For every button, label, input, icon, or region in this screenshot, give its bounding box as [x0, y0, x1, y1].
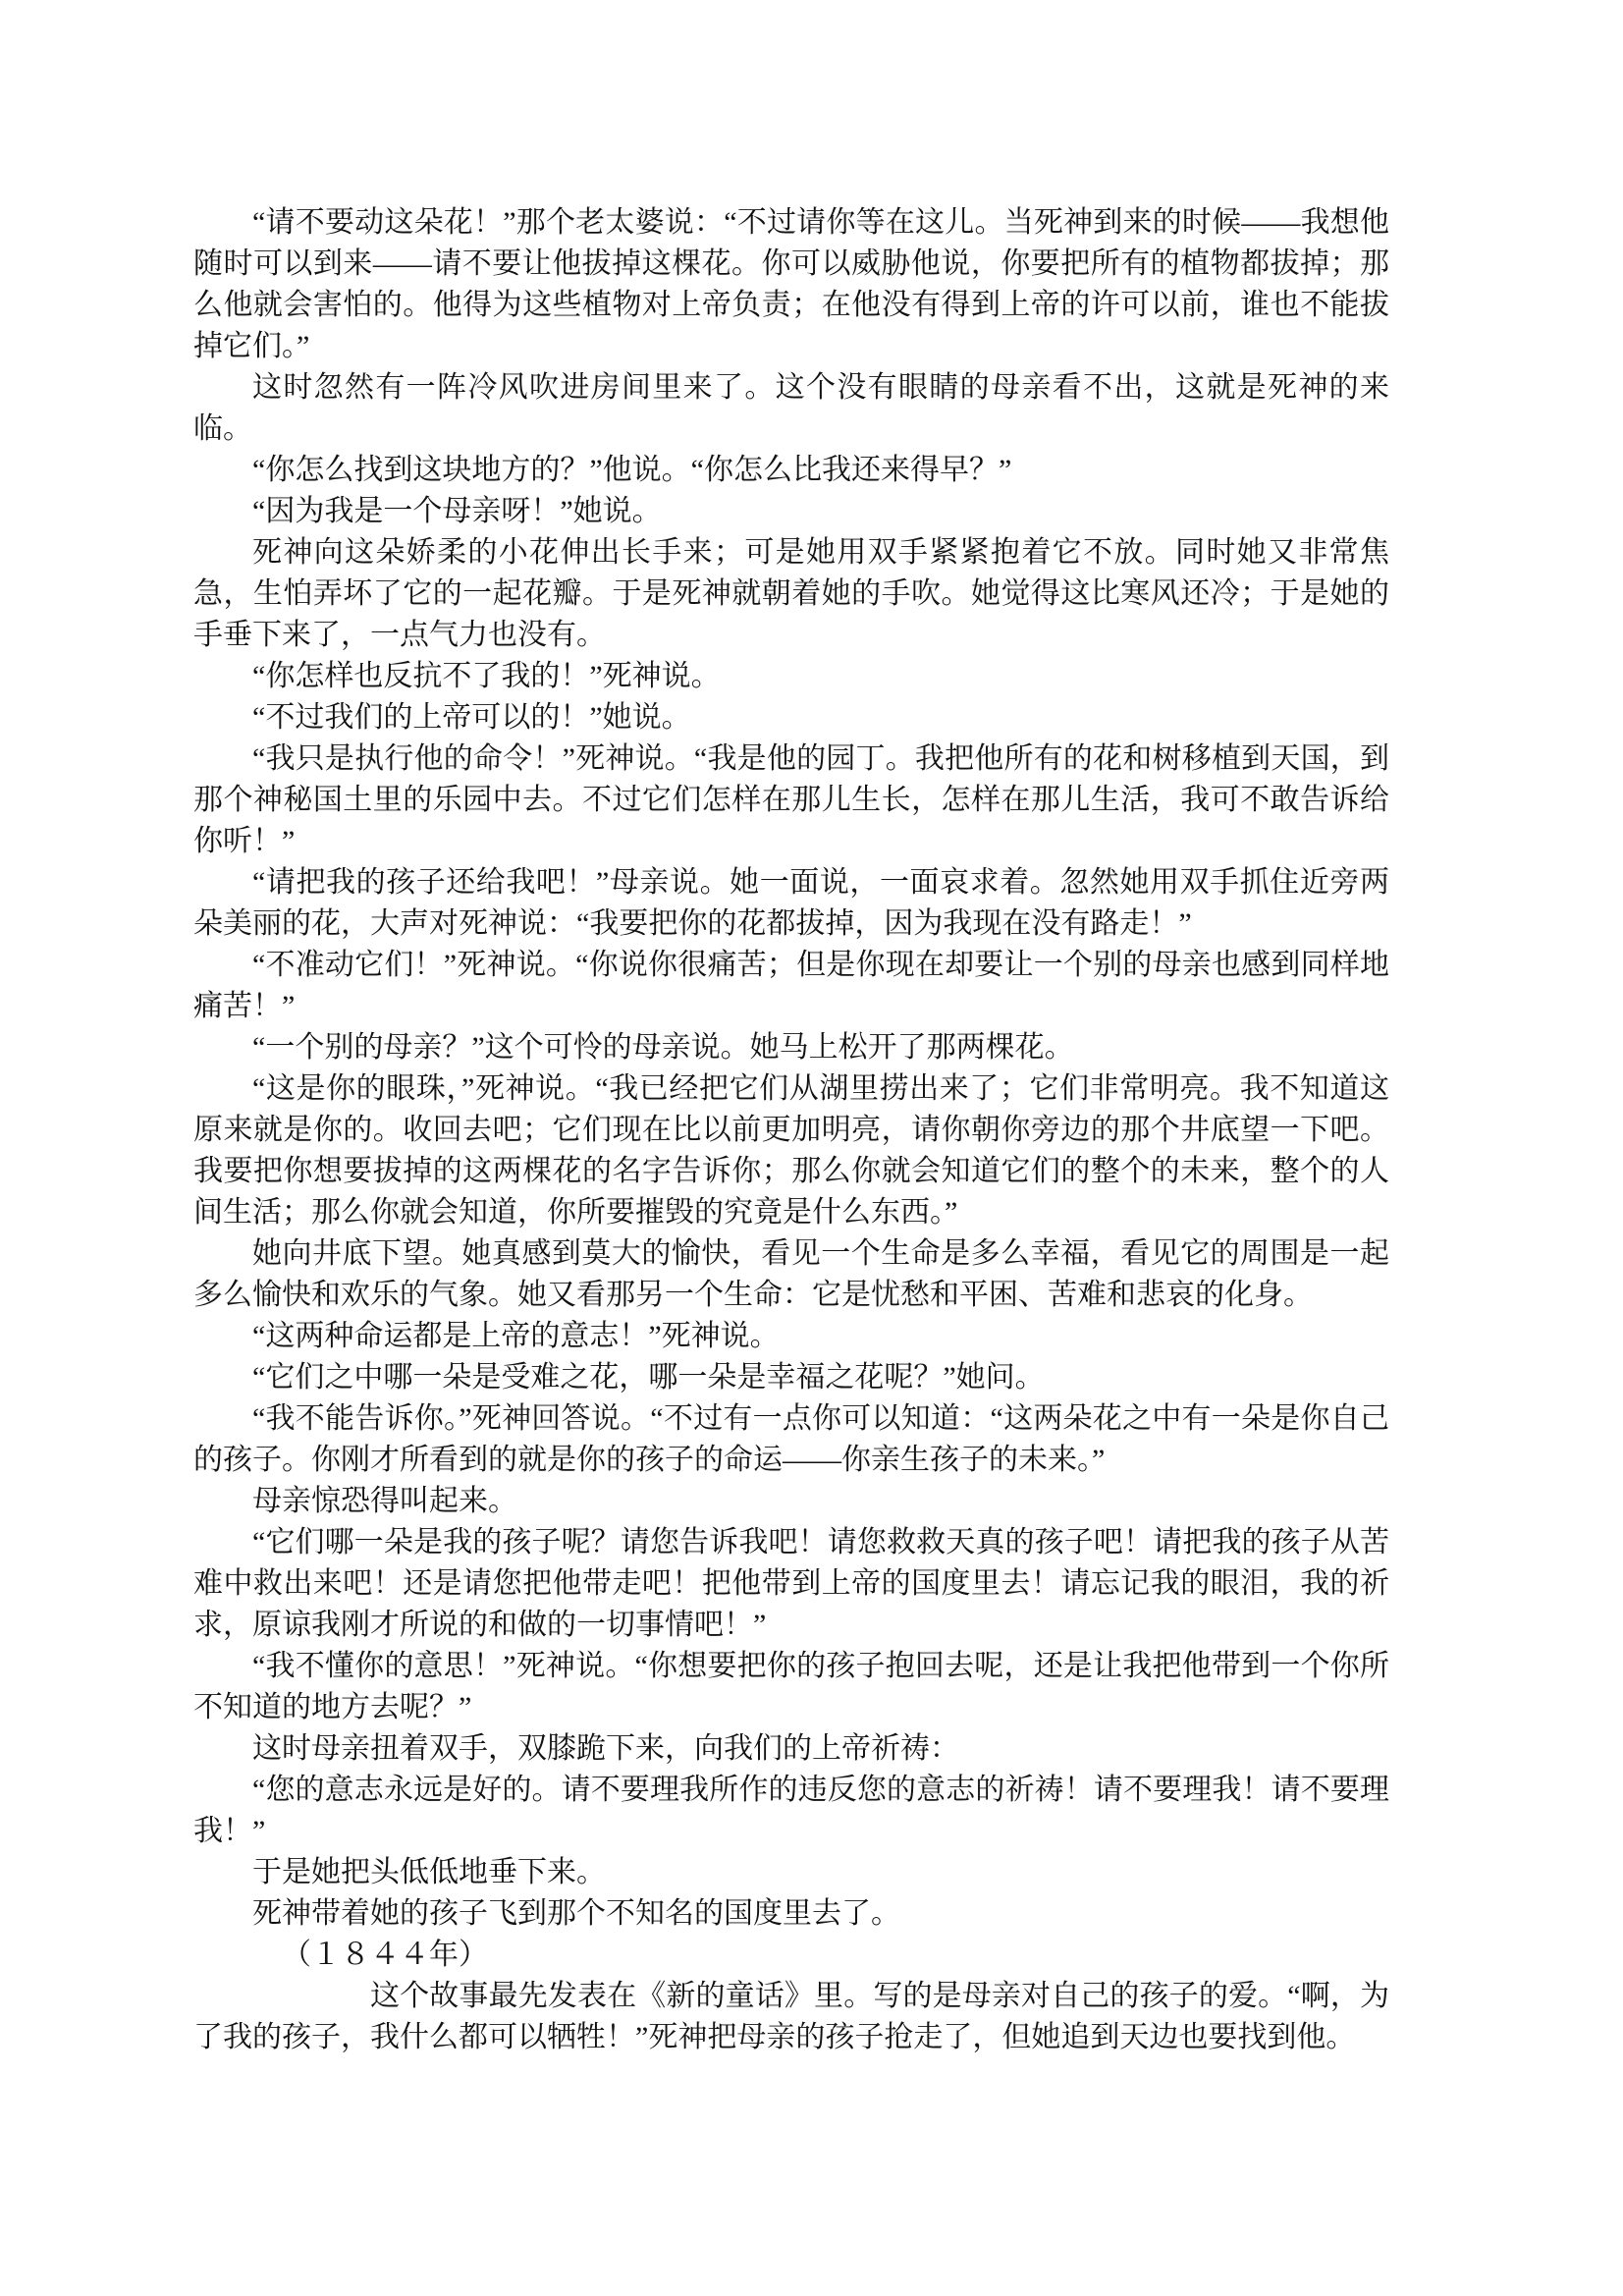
paragraph-body: 死神带着她的孩子飞到那个不知名的国度里去了。 — [252, 1897, 900, 1930]
paragraph-body: “请把我的孩子还给我吧！”母亲说。她一面说，一面哀求着。忽然她用双手抓住近旁两朵美丽的花，大声对死神说：“我要把你的花都拔掉，因为我现在没有路走！” — [193, 866, 1389, 940]
paragraph-body: “你怎样也反抗不了我的！”死神说。 — [252, 660, 721, 692]
paragraph-body: 于是她把头低低地垂下来。 — [252, 1856, 606, 1888]
paragraph-body: 母亲惊恐得叫起来。 — [252, 1485, 517, 1517]
paragraph-body: “不准动它们！”死神说。“你说你很痛苦；但是你现在却要让一个别的母亲也感到同样地痛苦！” — [193, 949, 1389, 1022]
paragraph-body: “这两种命运都是上帝的意志！”死神说。 — [252, 1320, 780, 1352]
paragraph-body: 这时忽然有一阵冷风吹进房间里来了。这个没有眼睛的母亲看不出，这就是死神的来临。 — [193, 371, 1389, 445]
paragraph-body: “我不懂你的意思！”死神说。“你想要把你的孩子抱回去呢，还是让我把他带到一个你所不知道的地方去呢？” — [193, 1650, 1389, 1723]
paragraph-body: “不过我们的上帝可以的！”她说。 — [252, 701, 691, 734]
paragraph-body: “我只是执行他的命令！”死神说。“我是他的园丁。我把他所有的花和树移植到天国，到那个神秘国土里的乐园中去。不过它们怎样在那儿生长，怎样在那儿生活，我可不敢告诉给你听！” — [193, 742, 1389, 857]
paragraph-year: （１８４４年） — [282, 1939, 488, 1971]
page-text — [193, 202, 1389, 2058]
paragraph-note: 这个故事最先发表在《新的童话》里。写的是母亲对自己的孩子的爱。“啊，为了我的孩子，我什么都可以牺牲！”死神把母亲的孩子抢走了，但她追到天边也要找到他。 — [193, 1980, 1389, 2053]
paragraph-body: “请不要动这朵花！”那个老太婆说：“不过请你等在这儿。当死神到来的时候——我想他随时可以到来——请不要让他拔掉这棵花。你可以威胁他说，你要把所有的植物都拔掉；那么他就会害怕的。他得为这些植物对上帝负责；在他没有得到上帝的许可以前，谁也不能拔掉它们。” — [193, 206, 1389, 362]
paragraph-body: “我不能告诉你。”死神回答说。“不过有一点你可以知道：“这两朵花之中有一朵是你自己的孩子。你刚才所看到的就是你的孩子的命运——你亲生孩子的未来。” — [193, 1402, 1389, 1476]
paragraph-body: “它们哪一朵是我的孩子呢？请您告诉我吧！请您救救天真的孩子吧！请把我的孩子从苦难中救出来吧！还是请您把他带走吧！把他带到上帝的国度里去！请忘记我的眼泪，我的祈求，原谅我刚才所说的和做的一切事情吧！” — [193, 1526, 1389, 1641]
paragraph-body: “您的意志永远是好的。请不要理我所作的违反您的意志的祈祷！请不要理我！请不要理我！” — [193, 1774, 1389, 1847]
paragraph-body: “一个别的母亲？”这个可怜的母亲说。她马上松开了那两棵花。 — [252, 1031, 1074, 1064]
paragraph-body: “因为我是一个母亲呀！”她说。 — [252, 495, 662, 527]
paragraph-body: 死神向这朵娇柔的小花伸出长手来；可是她用双手紧紧抱着它不放。同时她又非常焦急，生怕弄坏了它的一起花瓣。于是死神就朝着她的手吹。她觉得这比寒风还冷；于是她的手垂下来了，一点气力也没有。 — [193, 536, 1389, 651]
paragraph-body: “你怎么找到这块地方的？”他说。“你怎么比我还来得早？” — [252, 454, 1012, 486]
paragraph-body: 这时母亲扭着双手，双膝跪下来，向我们的上帝祈祷： — [252, 1732, 959, 1765]
paragraph-body: “它们之中哪一朵是受难之花，哪一朵是幸福之花呢？”她问。 — [252, 1361, 1045, 1394]
paragraph-body: “这是你的眼珠，”死神说。“我已经把它们从湖里捞出来了；它们非常明亮。我不知道这原来就是你的。收回去吧；它们现在比以前更加明亮，请你朝你旁边的那个井底望一下吧。我要把你想要拔掉的这两棵花的名字告诉你；那么你就会知道它们的整个的未来，整个的人间生活；那么你就会知道，你所要摧毁的究竟是什么东西。” — [193, 1072, 1389, 1229]
paragraph-body: 她向井底下望。她真感到莫大的愉快，看见一个生命是多么幸福，看见它的周围是一起多么愉快和欢乐的气象。她又看那另一个生命：它是忧愁和平困、苦难和悲哀的化身。 — [193, 1237, 1389, 1311]
